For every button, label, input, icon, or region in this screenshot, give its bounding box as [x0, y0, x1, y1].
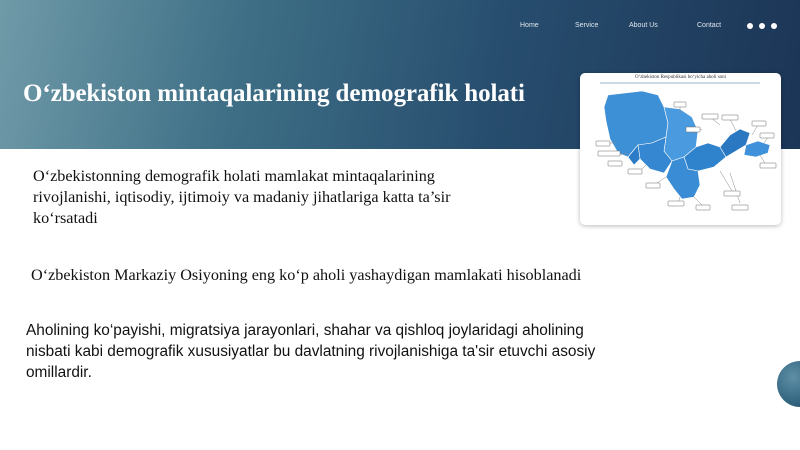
map-title: O‘zbekiston Respublikasi bo‘yicha aholi soni: [634, 75, 727, 80]
page-title: O‘zbekiston mintaqalarining demografik holati: [23, 80, 525, 107]
nav-home[interactable]: Home: [520, 22, 539, 29]
more-dot-icon: [747, 23, 753, 29]
paragraph-population: O‘zbekiston Markaziy Osiyoning eng ko‘p aholi yashaydigan mamlakati hisoblanadi: [31, 266, 582, 284]
uzbekistan-map-image: [580, 73, 781, 225]
more-dot-icon: [771, 23, 777, 29]
nav-contact[interactable]: Contact: [697, 22, 722, 29]
nav-about-us[interactable]: About Us: [629, 22, 658, 29]
more-dot-icon: [759, 23, 765, 29]
more-menu-icon[interactable]: [747, 23, 777, 31]
top-nav: [0, 22, 800, 34]
paragraph-factors: Aholining ko‘payishi, migratsiya jarayonlari, shahar va qishloq joylaridagi aholining nisbati kabi demografik xususiyatlar bu davlatning rivojlanishiga ta'sir etuvchi asosiy omillardir.: [26, 322, 596, 381]
decorative-circle: [777, 361, 800, 407]
paragraph-intro: O‘zbekistonning demografik holati mamlakat mintaqalarining rivojlanishi, iqtisodiy, ijtimoiy va madaniy jihatlariga katta ta’sir ko‘rsatadi: [33, 167, 451, 227]
nav-service[interactable]: Service: [575, 22, 599, 29]
population-map-card[interactable]: [580, 73, 781, 225]
